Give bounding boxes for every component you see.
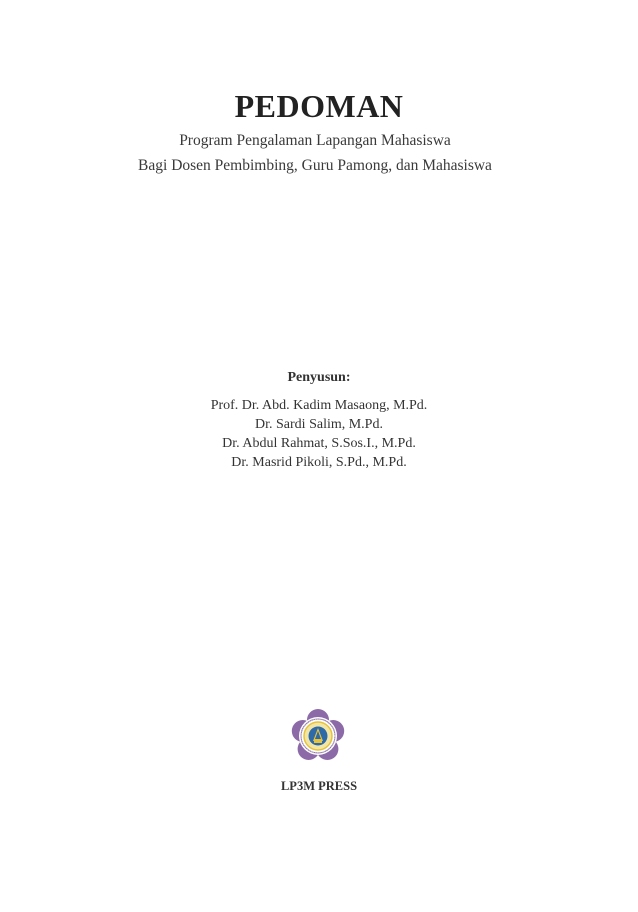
author-name: Dr. Masrid Pikoli, S.Pd., M.Pd.: [231, 455, 407, 470]
university-seal-icon: [290, 708, 346, 764]
authors-heading: Penyusun:: [287, 370, 351, 385]
authors-block: [0, 370, 638, 472]
document-title: PEDOMAN: [234, 88, 404, 124]
document-subtitle-line1: Program Pengalaman Lapangan Mahasiswa: [179, 132, 451, 149]
author-name: Dr. Sardi Salim, M.Pd.: [255, 417, 383, 432]
author-name: Dr. Abdul Rahmat, S.Sos.I., M.Pd.: [222, 436, 416, 451]
author-name: Prof. Dr. Abd. Kadim Masaong, M.Pd.: [210, 398, 428, 413]
publisher-name: LP3M PRESS: [280, 779, 358, 793]
document-subtitle-line2: Bagi Dosen Pembimbing, Guru Pamong, dan Mahasiswa: [138, 157, 492, 174]
